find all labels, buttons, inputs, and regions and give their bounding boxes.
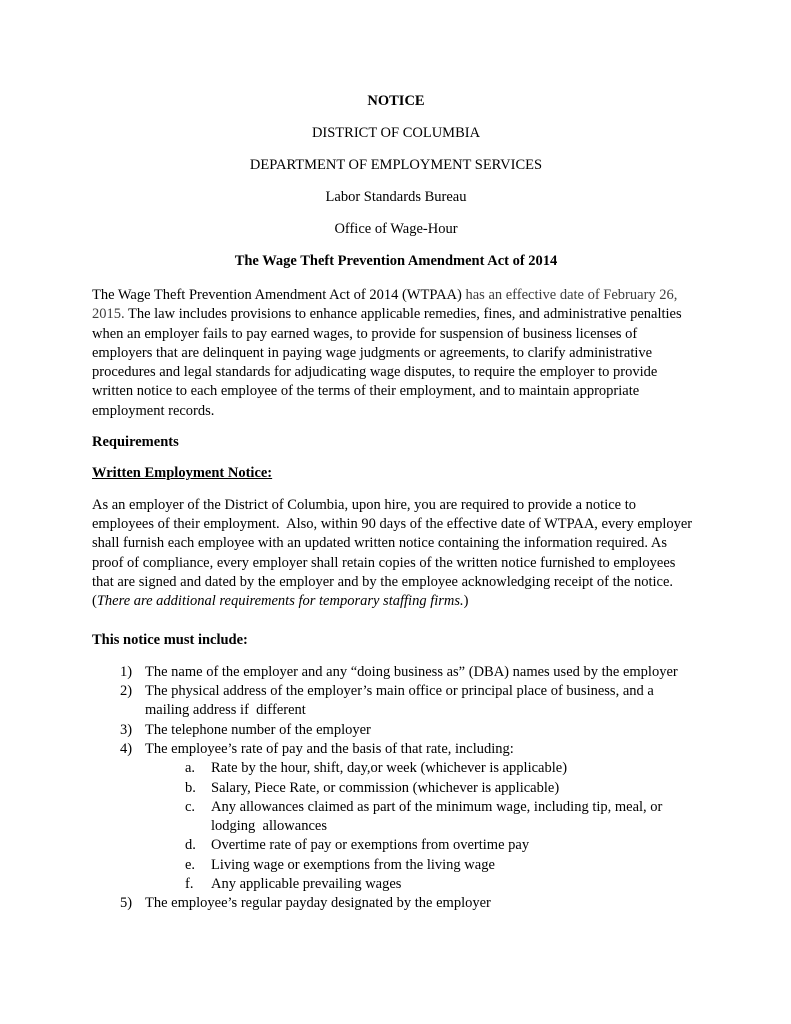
act-title: The Wage Theft Prevention Amendment Act of 2014 [234, 253, 558, 269]
list-item-5-number: 5) [120, 895, 133, 912]
sub-item-c [92, 798, 700, 837]
document-header [92, 94, 700, 269]
list-item-1-number: 1) [120, 663, 133, 680]
intro-provisions: The law includes provisions to enhance applicable remedies, fines, and administrative penalties when an employer fails to pay earned wages, to provide for suspension of business licenses of employers that are delinquent in paying wage judgments or agreements, to clarify administrative procedures and legal standards for adjudicating wage disputes, to require the employer to provide written notice to each employee of the terms of their employment, and to maintain appropriate employment records. [92, 306, 686, 419]
must-include-heading: This notice must include: [92, 632, 248, 649]
written-employment-notice-heading: Written Employment Notice: [92, 465, 273, 482]
list-item-5 [92, 894, 700, 913]
list-item-2-number: 2) [120, 683, 133, 700]
office-line: Office of Wage-Hour [334, 221, 458, 237]
notice-requirements-list [92, 663, 700, 914]
sub-item-c-text: Any allowances claimed as part of the minimum wage, including tip, meal, or lodging allowances [211, 798, 667, 835]
bureau-line: Labor Standards Bureau [325, 189, 467, 205]
notice-paragraph-italic: There are additional requirements for temporary staffing firms. [96, 593, 464, 610]
list-item-4-number: 4) [120, 740, 133, 757]
sub-item-c-letter: c. [185, 798, 196, 815]
intro-paragraph [92, 286, 700, 421]
sub-item-b-letter: b. [185, 779, 196, 796]
written-notice-paragraph [92, 496, 700, 612]
sub-item-b-text: Salary, Piece Rate, or commission (whichever is applicable) [211, 779, 560, 796]
list-item-5-text: The employee’s regular payday designated by the employer [145, 895, 491, 912]
department-line: DEPARTMENT OF EMPLOYMENT SERVICES [249, 157, 543, 173]
requirements-heading: Requirements [92, 434, 179, 451]
sub-item-f-letter: f. [185, 876, 194, 893]
sub-item-e-letter: e. [185, 856, 196, 873]
list-item-3 [92, 721, 700, 740]
notice-paragraph-close-paren: ) [463, 593, 469, 610]
list-item-2-text: The physical address of the employer’s main office or principal place of business, and a mailing address if different [145, 683, 658, 719]
intro-act-name: The Wage Theft Prevention Amendment Act of 2014 (WTPAA) [92, 287, 466, 303]
notice-title: NOTICE [367, 93, 425, 109]
sub-item-f [92, 875, 700, 894]
intro-effective-date: has an effective date of February 26, 2015. [92, 287, 682, 323]
list-item-4-text: The employee’s rate of pay and the basis of that rate, including: [145, 740, 514, 757]
list-item-1-text: The name of the employer and any “doing business as” (DBA) names used by the employer [145, 663, 678, 680]
list-item-1 [92, 663, 700, 682]
sub-item-a [92, 759, 700, 778]
list-item-3-number: 3) [120, 721, 133, 738]
sub-item-a-letter: a. [185, 760, 196, 777]
sub-item-b [92, 779, 700, 798]
sub-item-d-text: Overtime rate of pay or exemptions from overtime pay [211, 837, 530, 854]
list-item-3-text: The telephone number of the employer [145, 721, 371, 738]
sub-item-d [92, 836, 700, 855]
sub-item-d-letter: d. [185, 837, 196, 854]
sub-item-e-text: Living wage or exemptions from the living wage [211, 856, 495, 873]
list-item-2 [92, 682, 700, 721]
list-item-4 [92, 740, 700, 759]
district-line: DISTRICT OF COLUMBIA [311, 125, 481, 141]
sub-item-e [92, 856, 700, 875]
notice-paragraph-regular: As an employer of the District of Columbia, upon hire, you are required to provide a notice to employees of their employment. Also, within 90 days of the effective date of WTPAA, every employer shall furnish each employee with an updated written notice containing the information required. As proof of compliance, every employer shall retain copies of the written notice furnished to employees that are signed and dated by the employer and by the employee acknowledging receipt of the notice. ( [92, 496, 696, 610]
sub-item-f-text: Any applicable prevailing wages [211, 876, 402, 893]
sub-item-a-text: Rate by the hour, shift, day,or week (whichever is applicable) [211, 760, 568, 777]
